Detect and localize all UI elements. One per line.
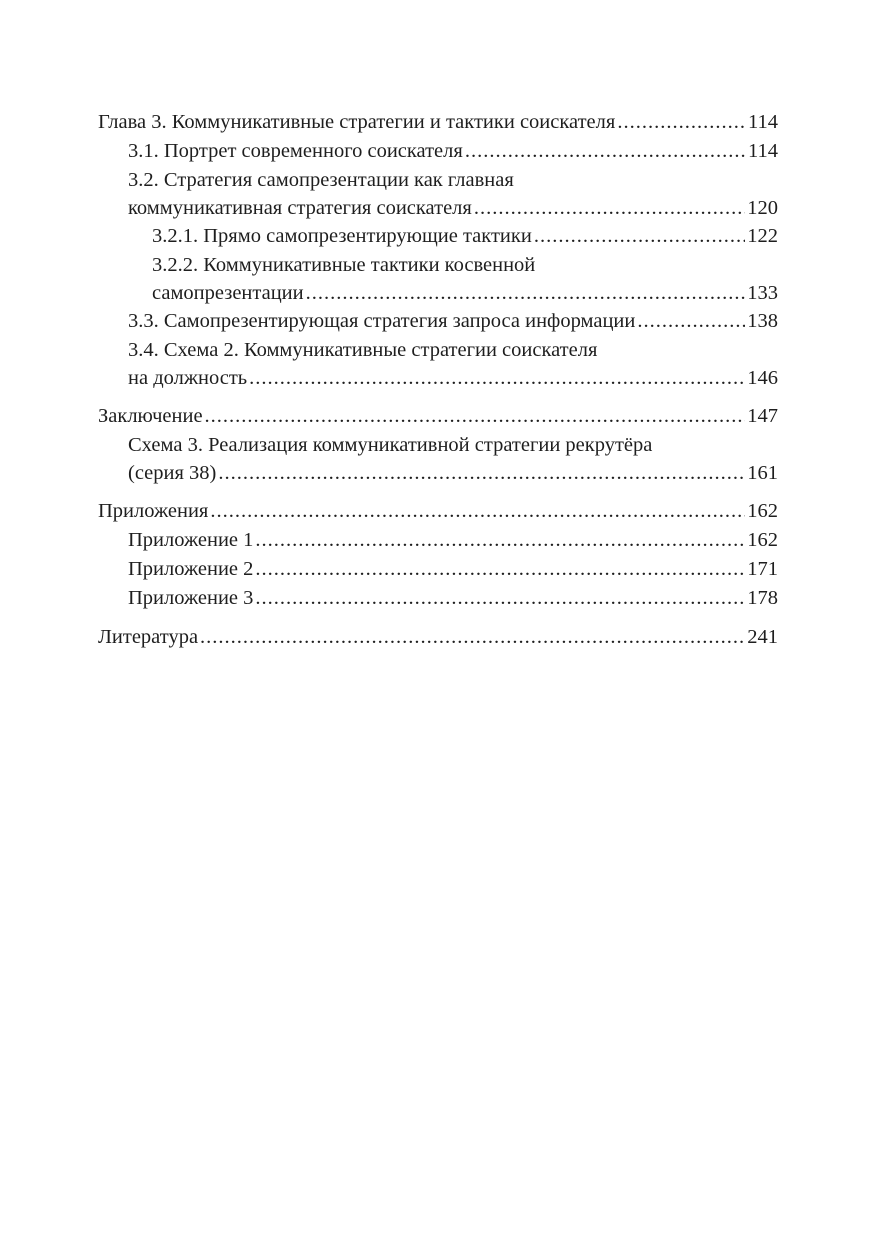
toc-line <box>98 222 778 251</box>
toc-entry-title: Приложение 1 <box>128 529 254 551</box>
dot-leader <box>637 307 745 336</box>
toc-entry[interactable] <box>98 497 778 526</box>
toc-page-number: 122 <box>747 225 778 247</box>
toc-entry-title: 3.3. Самопрезентирующая стратегия запроса информации <box>128 310 636 332</box>
dot-leader <box>617 108 746 137</box>
toc-line <box>98 137 778 166</box>
toc-line <box>98 108 778 137</box>
toc-line <box>98 307 778 336</box>
toc-entry[interactable] <box>98 222 778 251</box>
toc-line <box>98 195 778 222</box>
dot-leader <box>200 623 745 652</box>
toc-page-number: 133 <box>747 282 778 304</box>
toc-entry-title: Литература <box>98 626 199 648</box>
toc-page-number: 161 <box>747 462 778 484</box>
toc-entry[interactable] <box>98 584 778 613</box>
toc-page-number: 146 <box>747 367 778 389</box>
toc-page-number: 162 <box>747 500 778 522</box>
toc-entry-title: 3.2.2. Коммуникативные тактики косвенной <box>152 254 536 276</box>
toc-entry[interactable] <box>98 431 778 487</box>
toc-page-number: 114 <box>748 140 778 162</box>
dot-leader <box>255 555 745 584</box>
table-of-contents <box>98 108 778 652</box>
toc-entry-title: 3.1. Портрет современного соискателя <box>128 140 463 162</box>
toc-line <box>98 497 778 526</box>
toc-line <box>98 365 778 392</box>
dot-leader <box>306 280 746 307</box>
dot-leader <box>255 526 745 555</box>
toc-entry-title: 3.2.1. Прямо самопрезентирующие тактики <box>152 225 532 247</box>
toc-line <box>98 460 778 487</box>
dot-leader <box>255 584 745 613</box>
toc-line <box>98 251 778 280</box>
toc-entry[interactable] <box>98 623 778 652</box>
toc-page-number: 138 <box>747 310 778 332</box>
toc-line <box>98 431 778 460</box>
toc-entry-title: Заключение <box>98 405 203 427</box>
toc-entry[interactable] <box>98 336 778 392</box>
toc-entry-title: Схема 3. Реализация коммуникативной стратегии рекрутёра <box>128 434 653 456</box>
toc-page-number: 178 <box>747 587 778 609</box>
toc-entry-title: Приложение 2 <box>128 558 254 580</box>
toc-line <box>98 526 778 555</box>
toc-entry-title: коммуникативная стратегия соискателя <box>128 197 472 219</box>
toc-entry-title: Приложения <box>98 500 209 522</box>
toc-entry[interactable] <box>98 137 778 166</box>
toc-line <box>98 336 778 365</box>
toc-line <box>98 584 778 613</box>
toc-entry-title: 3.4. Схема 2. Коммуникативные стратегии соискателя <box>128 339 598 361</box>
toc-line <box>98 280 778 307</box>
toc-page-number: 147 <box>747 405 778 427</box>
toc-entry-title: 3.2. Стратегия самопрезентации как главная <box>128 169 514 191</box>
toc-entry[interactable] <box>98 108 778 137</box>
toc-page-number: 162 <box>747 529 778 551</box>
toc-entry[interactable] <box>98 251 778 307</box>
toc-line <box>98 623 778 652</box>
dot-leader <box>249 365 745 392</box>
toc-line <box>98 402 778 431</box>
dot-leader <box>534 222 745 251</box>
toc-page-number: 241 <box>747 626 778 648</box>
dot-leader <box>205 402 746 431</box>
toc-entry-title: Глава 3. Коммуникативные стратегии и тактики соискателя <box>98 111 616 133</box>
dot-leader <box>474 195 745 222</box>
toc-entry[interactable] <box>98 402 778 431</box>
toc-entry-title: на должность <box>128 367 248 389</box>
toc-page-number: 171 <box>747 558 778 580</box>
toc-entry-title: самопрезентации <box>152 282 304 304</box>
dot-leader <box>465 137 746 166</box>
toc-entry-title: (серия 38) <box>128 462 217 484</box>
toc-entry[interactable] <box>98 526 778 555</box>
toc-page-number: 114 <box>748 111 778 133</box>
toc-entry[interactable] <box>98 166 778 222</box>
toc-line <box>98 166 778 195</box>
toc-entry[interactable] <box>98 555 778 584</box>
toc-line <box>98 555 778 584</box>
dot-leader <box>210 497 745 526</box>
dot-leader <box>218 460 745 487</box>
toc-entry-title: Приложение 3 <box>128 587 254 609</box>
toc-page-number: 120 <box>747 197 778 219</box>
toc-entry[interactable] <box>98 307 778 336</box>
